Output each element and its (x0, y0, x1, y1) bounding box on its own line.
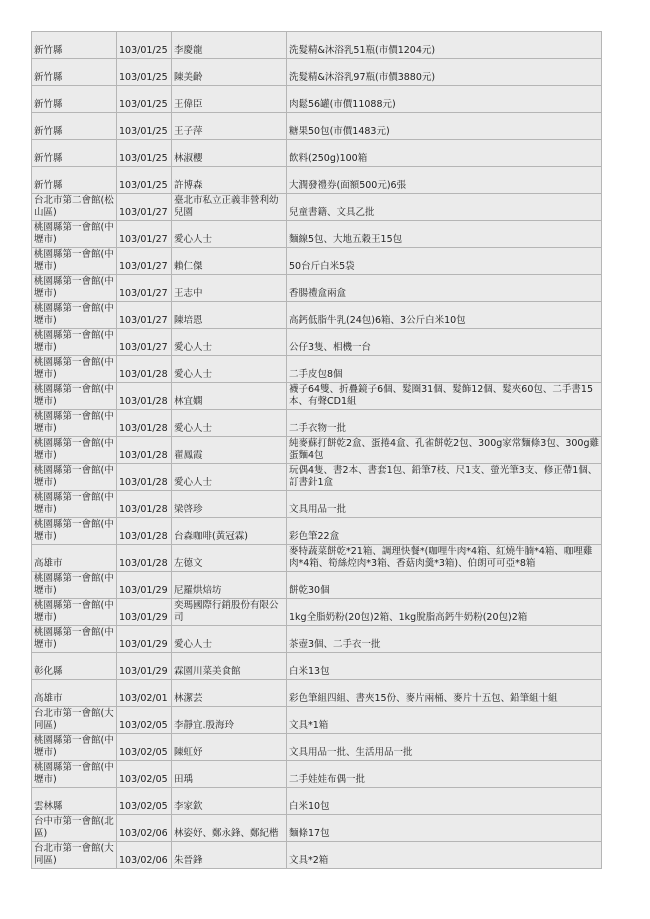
region-cell-text: 桃園縣第一會館(中壢市) (34, 330, 114, 353)
donor-cell (172, 788, 287, 815)
item-cell-text: 香腸禮盒兩盒 (289, 288, 347, 299)
donor-cell-text: 林宜嫻 (174, 396, 203, 407)
date-cell-text: 103/01/29 (119, 585, 168, 596)
item-cell-text: 二手衣物一批 (289, 423, 347, 434)
date-cell-text: 103/01/27 (119, 342, 168, 353)
donor-cell (172, 32, 287, 59)
item-cell-text: 大潤發禮券(面額500元)6張 (289, 180, 407, 191)
region-cell (32, 140, 117, 167)
region-cell-text: 新竹縣 (34, 153, 63, 164)
region-cell-text: 台中市第一會館(北區) (34, 816, 114, 839)
donor-cell (172, 410, 287, 437)
date-cell-text: 103/01/28 (119, 396, 168, 407)
date-cell (117, 356, 172, 383)
date-cell-text: 103/01/27 (119, 261, 168, 272)
date-cell-text: 103/01/28 (119, 531, 168, 542)
region-cell-text: 桃園縣第一會館(中壢市) (34, 249, 114, 272)
date-cell (117, 59, 172, 86)
date-cell (117, 518, 172, 545)
donor-cell (172, 626, 287, 653)
date-cell-text: 103/01/28 (119, 477, 168, 488)
region-cell-text: 高雄市 (34, 693, 63, 704)
region-cell-text: 台北市第一會館(大同區) (34, 843, 114, 866)
donor-cell-text: 許博森 (174, 180, 203, 191)
date-cell (117, 32, 172, 59)
date-cell-text: 103/01/28 (119, 450, 168, 461)
date-cell (117, 761, 172, 788)
item-cell (287, 275, 602, 302)
donor-cell-text: 臺北市私立正義非營利幼兒園 (174, 195, 279, 218)
item-cell-text: 高鈣低脂牛乳(24包)6箱、3公斤白米10包 (289, 315, 466, 326)
item-cell-text: 白米13包 (289, 666, 330, 677)
date-cell (117, 167, 172, 194)
region-cell-text: 雲林縣 (34, 801, 63, 812)
item-cell (287, 167, 602, 194)
donor-cell (172, 248, 287, 275)
item-cell-text: 彩色筆組四組、書夾15份、麥片兩桶、麥片十五包、鉛筆組十組 (289, 693, 558, 704)
item-cell (287, 491, 602, 518)
date-cell-text: 103/01/29 (119, 666, 168, 677)
item-cell (287, 194, 602, 221)
donation-table (31, 31, 602, 869)
item-cell (287, 140, 602, 167)
date-cell-text: 103/01/25 (119, 72, 168, 83)
donation-table-body (32, 32, 602, 869)
date-cell-text: 103/02/05 (119, 747, 168, 758)
date-cell (117, 653, 172, 680)
item-cell-text: 公仔3隻、相機一台 (289, 342, 372, 353)
item-cell (287, 626, 602, 653)
region-cell (32, 86, 117, 113)
date-cell (117, 410, 172, 437)
date-cell (117, 626, 172, 653)
table-row (32, 59, 602, 86)
region-cell-text: 桃園縣第一會館(中壢市) (34, 276, 114, 299)
item-cell (287, 599, 602, 626)
region-cell-text: 桃園縣第一會館(中壢市) (34, 384, 114, 407)
item-cell-text: 飲料(250g)100箱 (289, 153, 368, 164)
region-cell (32, 788, 117, 815)
date-cell-text: 103/01/28 (119, 369, 168, 380)
region-cell (32, 761, 117, 788)
region-cell (32, 194, 117, 221)
date-cell-text: 103/01/25 (119, 45, 168, 56)
date-cell (117, 572, 172, 599)
date-cell (117, 464, 172, 491)
table-row (32, 32, 602, 59)
item-cell-text: 糖果50包(市價1483元) (289, 126, 390, 137)
region-cell (32, 356, 117, 383)
item-cell-text: 襪子64雙、折疊鏡子6個、髮圈31個、髮飾12個、髮夾60包、二手書15本、有聲CD1組 (289, 384, 593, 407)
region-cell-text: 新竹縣 (34, 126, 63, 137)
table-row (32, 437, 602, 464)
item-cell (287, 86, 602, 113)
table-row (32, 599, 602, 626)
item-cell (287, 32, 602, 59)
region-cell-text: 台北市第二會館(松山區) (34, 195, 114, 218)
table-row (32, 653, 602, 680)
date-cell-text: 103/01/27 (119, 288, 168, 299)
item-cell (287, 707, 602, 734)
date-cell (117, 248, 172, 275)
date-cell-text: 103/02/05 (119, 720, 168, 731)
region-cell (32, 410, 117, 437)
item-cell (287, 842, 602, 869)
region-cell (32, 680, 117, 707)
donor-cell (172, 140, 287, 167)
region-cell (32, 32, 117, 59)
item-cell-text: 麵線5包、大地五穀王15包 (289, 234, 403, 245)
table-row (32, 329, 602, 356)
donor-cell (172, 302, 287, 329)
region-cell-text: 彰化縣 (34, 666, 63, 677)
item-cell-text: 文具*2箱 (289, 855, 329, 866)
date-cell-text: 103/01/29 (119, 639, 168, 650)
donor-cell (172, 815, 287, 842)
item-cell-text: 彩色筆22盒 (289, 531, 340, 542)
date-cell-text: 103/02/06 (119, 828, 168, 839)
item-cell (287, 734, 602, 761)
date-cell (117, 140, 172, 167)
table-row (32, 707, 602, 734)
date-cell (117, 680, 172, 707)
region-cell-text: 新竹縣 (34, 99, 63, 110)
donor-cell (172, 167, 287, 194)
region-cell-text: 桃園縣第一會館(中壢市) (34, 222, 114, 245)
item-cell-text: 二手皮包8個 (289, 369, 343, 380)
region-cell (32, 707, 117, 734)
donor-cell (172, 383, 287, 410)
donor-cell-text: 王志中 (174, 288, 203, 299)
table-row (32, 383, 602, 410)
region-cell-text: 新竹縣 (34, 45, 63, 56)
donor-cell (172, 59, 287, 86)
region-cell (32, 383, 117, 410)
donor-cell-text: 台森咖啡(黃冠霖) (174, 531, 248, 542)
donor-cell-text: 賴仁傑 (174, 261, 203, 272)
donor-cell (172, 842, 287, 869)
table-row (32, 356, 602, 383)
date-cell (117, 599, 172, 626)
item-cell (287, 383, 602, 410)
region-cell-text: 桃園縣第一會館(中壢市) (34, 438, 114, 461)
date-cell-text: 103/01/25 (119, 126, 168, 137)
donor-cell-text: 愛心人士 (174, 369, 213, 380)
donor-cell (172, 86, 287, 113)
date-cell-text: 103/01/25 (119, 99, 168, 110)
region-cell (32, 626, 117, 653)
region-cell-text: 桃園縣第一會館(中壢市) (34, 735, 114, 758)
item-cell-text: 1kg全脂奶粉(20包)2箱、1kg脫脂高鈣牛奶粉(20包)2箱 (289, 612, 528, 623)
region-cell (32, 59, 117, 86)
donor-cell-text: 林潔芸 (174, 693, 203, 704)
region-cell (32, 221, 117, 248)
date-cell (117, 329, 172, 356)
donor-cell-text: 梁啓珍 (174, 504, 203, 515)
item-cell-text: 餅乾30個 (289, 585, 330, 596)
donor-cell (172, 572, 287, 599)
donor-cell-text: 田瑀 (174, 774, 194, 785)
region-cell-text: 新竹縣 (34, 72, 63, 83)
donor-cell (172, 545, 287, 572)
donor-cell (172, 653, 287, 680)
donor-cell-text: 李靜宜.殷海玲 (174, 720, 235, 731)
item-cell (287, 221, 602, 248)
donor-cell (172, 464, 287, 491)
donor-cell-text: 翟鳳霞 (174, 450, 203, 461)
donor-cell-text: 愛心人士 (174, 234, 213, 245)
region-cell-text: 台北市第一會館(大同區) (34, 708, 114, 731)
item-cell (287, 545, 602, 572)
table-row (32, 113, 602, 140)
region-cell (32, 275, 117, 302)
donor-cell (172, 194, 287, 221)
item-cell (287, 761, 602, 788)
donor-cell-text: 奕瑪國際行銷股份有限公司 (174, 600, 279, 623)
region-cell (32, 545, 117, 572)
item-cell-text: 玩偶4隻、書2本、書套1包、鉛筆7枝、尺1支、螢光筆3支、修正帶1個、訂書針1盒 (289, 465, 598, 488)
date-cell (117, 842, 172, 869)
region-cell-text: 桃園縣第一會館(中壢市) (34, 357, 114, 380)
date-cell (117, 275, 172, 302)
region-cell-text: 桃園縣第一會館(中壢市) (34, 600, 114, 623)
region-cell (32, 491, 117, 518)
table-row (32, 572, 602, 599)
table-row (32, 680, 602, 707)
item-cell-text: 肉鬆56罐(市價11088元) (289, 99, 396, 110)
item-cell-text: 文具*1箱 (289, 720, 329, 731)
donor-cell-text: 王偉臣 (174, 99, 203, 110)
donor-cell (172, 356, 287, 383)
region-cell-text: 新竹縣 (34, 180, 63, 191)
date-cell-text: 103/01/27 (119, 207, 168, 218)
donor-cell-text: 林淑櫻 (174, 153, 203, 164)
donor-cell (172, 491, 287, 518)
item-cell (287, 302, 602, 329)
table-row (32, 788, 602, 815)
region-cell-text: 桃園縣第一會館(中壢市) (34, 492, 114, 515)
donor-cell-text: 左德文 (174, 558, 203, 569)
table-row (32, 842, 602, 869)
donor-cell-text: 愛心人士 (174, 477, 213, 488)
date-cell (117, 113, 172, 140)
item-cell-text: 兒童書籍、文具乙批 (289, 207, 375, 218)
item-cell (287, 518, 602, 545)
table-row (32, 86, 602, 113)
donor-cell-text: 霖園川菜美食館 (174, 666, 241, 677)
date-cell (117, 788, 172, 815)
donor-cell (172, 761, 287, 788)
date-cell (117, 194, 172, 221)
date-cell-text: 103/02/05 (119, 801, 168, 812)
region-cell (32, 302, 117, 329)
region-cell-text: 桃園縣第一會館(中壢市) (34, 573, 114, 596)
date-cell (117, 437, 172, 464)
date-cell-text: 103/01/28 (119, 504, 168, 515)
region-cell (32, 167, 117, 194)
date-cell-text: 103/02/05 (119, 774, 168, 785)
region-cell (32, 599, 117, 626)
donor-cell-text: 陳虹妤 (174, 747, 203, 758)
region-cell-text: 高雄市 (34, 558, 63, 569)
region-cell (32, 518, 117, 545)
item-cell-text: 文具用品一批、生活用品一批 (289, 747, 413, 758)
item-cell (287, 464, 602, 491)
donor-cell (172, 437, 287, 464)
region-cell (32, 329, 117, 356)
region-cell (32, 113, 117, 140)
date-cell-text: 103/01/28 (119, 423, 168, 434)
region-cell (32, 437, 117, 464)
date-cell (117, 302, 172, 329)
donor-cell-text: 愛心人士 (174, 639, 213, 650)
donor-cell (172, 734, 287, 761)
donor-cell (172, 680, 287, 707)
donor-cell-text: 王子萍 (174, 126, 203, 137)
table-row (32, 491, 602, 518)
table-row (32, 734, 602, 761)
donor-cell-text: 愛心人士 (174, 342, 213, 353)
donor-cell-text: 愛心人士 (174, 423, 213, 434)
table-row (32, 194, 602, 221)
donor-cell-text: 陳培恩 (174, 315, 203, 326)
donor-cell (172, 275, 287, 302)
date-cell (117, 86, 172, 113)
item-cell (287, 653, 602, 680)
donor-cell-text: 李慶龍 (174, 45, 203, 56)
table-row (32, 518, 602, 545)
date-cell-text: 103/01/25 (119, 153, 168, 164)
item-cell-text: 文具用品一批 (289, 504, 347, 515)
date-cell (117, 545, 172, 572)
region-cell (32, 734, 117, 761)
item-cell (287, 680, 602, 707)
region-cell-text: 桃園縣第一會館(中壢市) (34, 762, 114, 785)
table-row (32, 545, 602, 572)
donation-sheet (31, 31, 601, 869)
donor-cell (172, 518, 287, 545)
region-cell (32, 248, 117, 275)
item-cell (287, 59, 602, 86)
item-cell-text: 50台斤白米5袋 (289, 261, 355, 272)
table-row (32, 275, 602, 302)
region-cell-text: 桃園縣第一會館(中壢市) (34, 465, 114, 488)
date-cell-text: 103/01/27 (119, 315, 168, 326)
item-cell-text: 洗髮精&沐浴乳97瓶(市價3880元) (289, 72, 436, 83)
date-cell-text: 103/01/25 (119, 180, 168, 191)
region-cell-text: 桃園縣第一會館(中壢市) (34, 519, 114, 542)
item-cell-text: 二手娃娃布偶一批 (289, 774, 366, 785)
date-cell (117, 707, 172, 734)
item-cell (287, 815, 602, 842)
date-cell-text: 103/01/29 (119, 612, 168, 623)
date-cell-text: 103/01/27 (119, 234, 168, 245)
item-cell (287, 248, 602, 275)
item-cell (287, 788, 602, 815)
table-row (32, 761, 602, 788)
item-cell-text: 白米10包 (289, 801, 330, 812)
donor-cell (172, 329, 287, 356)
table-row (32, 221, 602, 248)
donor-cell (172, 113, 287, 140)
item-cell (287, 356, 602, 383)
table-row (32, 167, 602, 194)
date-cell (117, 734, 172, 761)
region-cell (32, 572, 117, 599)
date-cell-text: 103/02/01 (119, 693, 168, 704)
donor-cell-text: 李家欽 (174, 801, 203, 812)
region-cell (32, 842, 117, 869)
item-cell-text: 麥特蔬菜餅乾*21箱、調理快餐*(咖哩牛肉*4箱、紅燒牛腩*4箱、咖哩雞肉*4箱、筍絲焢肉*3箱、香菇肉羹*3箱)、伯朗可可亞*8箱 (289, 546, 593, 569)
donor-cell-text: 尼羅烘焙坊 (174, 585, 222, 596)
item-cell-text: 茶壺3個、二手衣一批 (289, 639, 381, 650)
table-row (32, 626, 602, 653)
item-cell (287, 572, 602, 599)
date-cell (117, 815, 172, 842)
table-row (32, 815, 602, 842)
donor-cell (172, 599, 287, 626)
date-cell (117, 221, 172, 248)
date-cell-text: 103/01/28 (119, 558, 168, 569)
table-row (32, 464, 602, 491)
donor-cell (172, 221, 287, 248)
region-cell (32, 653, 117, 680)
donor-cell-text: 朱晉鋒 (174, 855, 203, 866)
date-cell (117, 383, 172, 410)
item-cell-text: 洗髮精&沐浴乳51瓶(市價1204元) (289, 45, 436, 56)
item-cell-text: 麵條17包 (289, 828, 330, 839)
donor-cell-text: 林姿妤、鄭永鋒、鄭紀楷 (174, 828, 279, 839)
date-cell-text: 103/02/06 (119, 855, 168, 866)
region-cell (32, 815, 117, 842)
donor-cell (172, 707, 287, 734)
region-cell-text: 桃園縣第一會館(中壢市) (34, 627, 114, 650)
table-row (32, 410, 602, 437)
item-cell (287, 437, 602, 464)
date-cell (117, 491, 172, 518)
region-cell-text: 桃園縣第一會館(中壢市) (34, 411, 114, 434)
item-cell (287, 329, 602, 356)
item-cell-text: 純麥蘇打餅乾2盒、蛋捲4盒、孔雀餅乾2包、300g家常麵條3包、300g雞蛋麵4包 (289, 438, 600, 461)
table-row (32, 302, 602, 329)
item-cell (287, 410, 602, 437)
region-cell-text: 桃園縣第一會館(中壢市) (34, 303, 114, 326)
donor-cell-text: 陳美齡 (174, 72, 203, 83)
item-cell (287, 113, 602, 140)
table-row (32, 248, 602, 275)
region-cell (32, 464, 117, 491)
table-row (32, 140, 602, 167)
